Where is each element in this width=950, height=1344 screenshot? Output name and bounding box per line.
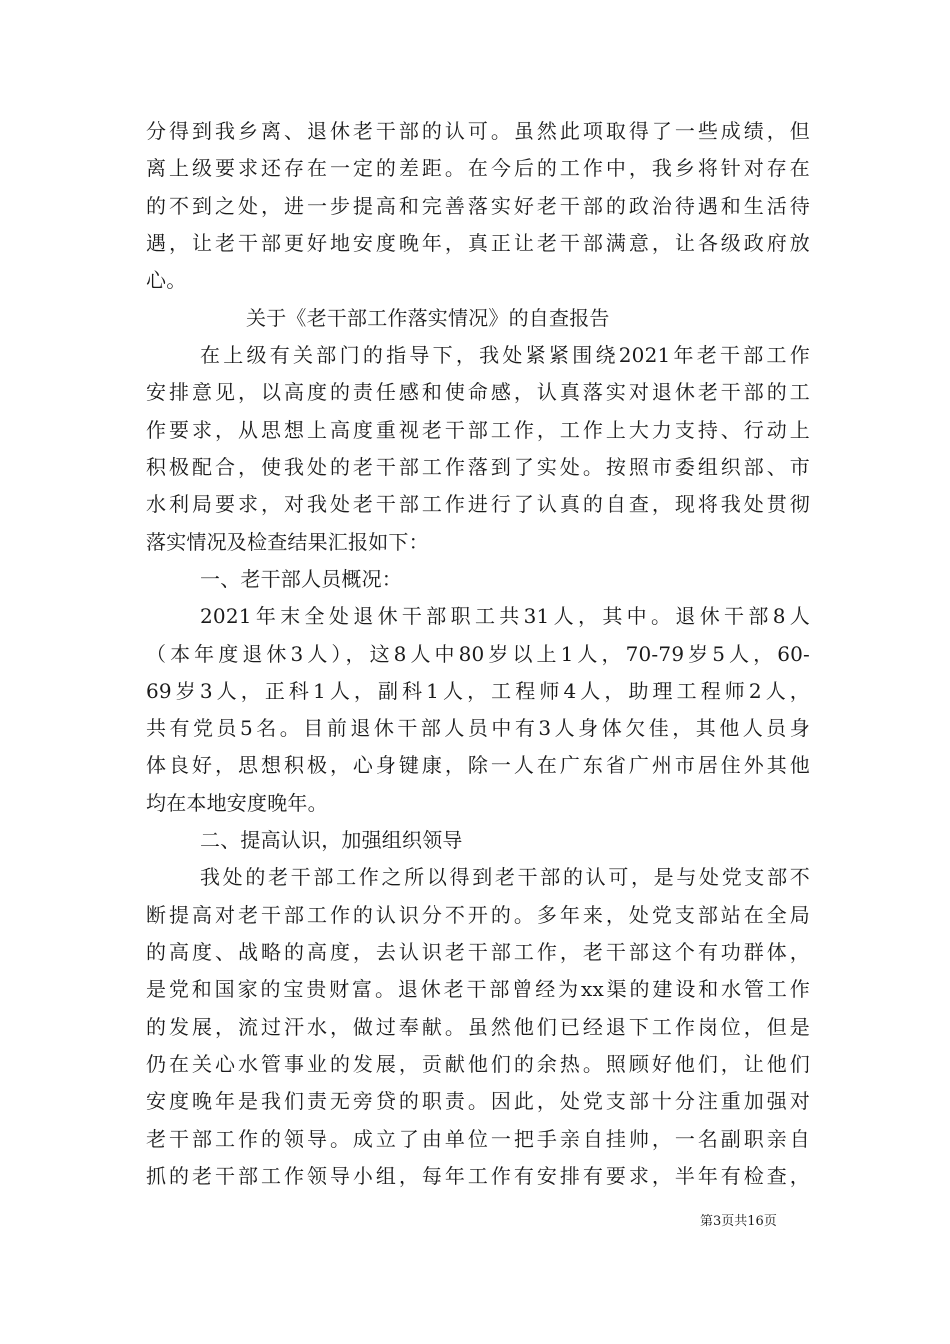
paragraph-line: 抓的老干部工作领导小组，每年工作有安排有要求，半年有检查， xyxy=(146,1164,810,1188)
paragraph-line: 是党和国家的宝贵财富。退休老干部曾经为xx渠的建设和水管工作 xyxy=(146,977,810,1001)
paragraph-line: 水利局要求，对我处老干部工作进行了认真的自查，现将我处贯彻 xyxy=(146,492,810,516)
paragraph-line: 老干部工作的领导。成立了由单位一把手亲自挂帅，一名副职亲自 xyxy=(146,1127,810,1151)
paragraph-line: 我处的老干部工作之所以得到老干部的认可，是与处党支部不 xyxy=(200,865,810,889)
section-heading: 一、老干部人员概况： xyxy=(200,567,402,591)
report-title: 关于《老干部工作落实情况》的自查报告 xyxy=(246,306,610,330)
paragraph-line: 的不到之处，进一步提高和完善落实好老干部的政治待遇和生活待 xyxy=(146,194,810,218)
paragraph-line: 仍在关心水管事业的发展，贡献他们的余热。照顾好他们，让他们 xyxy=(146,1052,810,1076)
paragraph-line: 共有党员5名。目前退休干部人员中有3人身体欠佳，其他人员身 xyxy=(146,716,810,740)
paragraph-line: 离上级要求还存在一定的差距。在今后的工作中，我乡将针对存在 xyxy=(146,156,810,180)
paragraph-line: 在上级有关部门的指导下，我处紧紧围绕2021年老干部工作 xyxy=(200,343,810,367)
page-number: 第3页共16页 xyxy=(700,1214,777,1229)
paragraph-line: 断提高对老干部工作的认识分不开的。多年来，处党支部站在全局 xyxy=(146,903,810,927)
paragraph-line: 体良好，思想积极，心身键康，除一人在广东省广州市居住外其他 xyxy=(146,753,810,777)
paragraph-line: 均在本地安度晚年。 xyxy=(146,791,328,815)
paragraph-line: 安度晚年是我们责无旁贷的职责。因此，处党支部十分注重加强对 xyxy=(146,1089,810,1113)
paragraph-line: 遇，让老干部更好地安度晚年，真正让老干部满意，让各级政府放 xyxy=(146,231,810,255)
paragraph-line: 安排意见，以高度的责任感和使命感，认真落实对退休老干部的工 xyxy=(146,380,810,404)
paragraph-line: 2021年末全处退休干部职工共31人，其中。退休干部8人 xyxy=(200,604,810,628)
paragraph-line: 的高度、战略的高度，去认识老干部工作，老干部这个有功群体， xyxy=(146,940,810,964)
section-heading: 二、提高认识，加强组织领导 xyxy=(200,828,463,852)
paragraph-line: 69岁3人，正科1人，副科1人，工程师4人，助理工程师2人， xyxy=(146,679,810,703)
paragraph-line: （本年度退休3人），这8人中80岁以上1人，70-79岁5人，60- xyxy=(146,642,810,666)
paragraph-line: 落实情况及检查结果汇报如下： xyxy=(146,530,429,554)
paragraph-line: 心。 xyxy=(146,268,187,292)
paragraph-line: 积极配合，使我处的老干部工作落到了实处。按照市委组织部、市 xyxy=(146,455,810,479)
paragraph-line: 分得到我乡离、退休老干部的认可。虽然此项取得了一些成绩，但 xyxy=(146,119,810,143)
paragraph-line: 作要求，从思想上高度重视老干部工作，工作上大力支持、行动上 xyxy=(146,418,810,442)
paragraph-line: 的发展，流过汗水，做过奉献。虽然他们已经退下工作岗位，但是 xyxy=(146,1015,810,1039)
